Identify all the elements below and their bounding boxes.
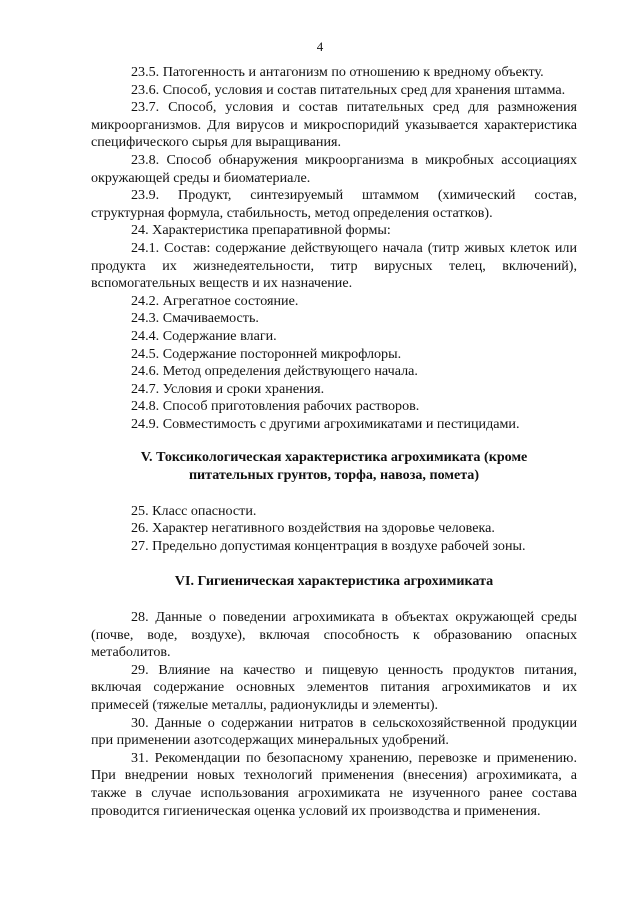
paragraph-24-9: 24.9. Совместимость с другими агрохимикатами и пестицидами.	[131, 415, 520, 432]
paragraph-24-1: 24.1. Состав: содержание действующего начала (титр живых клеток или продукта их жизнедеятельности, титр вирусных телец, включений), вспомогательных веществ и их назначение.	[91, 239, 577, 292]
paragraph-24-5: 24.5. Содержание посторонней микрофлоры.	[131, 345, 402, 362]
paragraph-30: 30. Данные о содержании нитратов в сельскохозяйственной продукции при применении азотсодержащих минеральных удобрений.	[91, 714, 577, 749]
paragraph-23-5: 23.5. Патогенность и антагонизм по отношению к вредному объекту.	[131, 64, 544, 80]
paragraph-24-3: 24.3. Смачиваемость.	[131, 310, 259, 327]
paragraph-24: 24. Характеристика препаративной формы:	[131, 222, 391, 239]
paragraph-24-2: 24.2. Агрегатное состояние.	[131, 292, 299, 309]
paragraph-31: 31. Рекомендации по безопасному хранению, перевозке и применению. При внедрении новых технологий применения (внесения) агрохимиката, а также в случае использования агрохимиката не изученного ранее состава проводится гигиеническая оценка условий их производства и применения.	[91, 749, 577, 819]
paragraph-24-4: 24.4. Содержание влаги.	[131, 327, 277, 344]
paragraph-29: 29. Влияние на качество и пищевую ценность продуктов питания, включая содержание основных элементов питания агрохимикатов и их примесей (тяжелые металлы, радионуклиды и элементы).	[91, 661, 577, 713]
paragraph-28: 28. Данные о поведении агрохимиката в объектах окружающей среды (почве, воде, воздухе), включая способность к образованию опасных метаболитов.	[91, 609, 577, 661]
section-5-heading-line-2: питательных грунтов, торфа, навоза, помета)	[188, 467, 480, 484]
paragraph-23-6: 23.6. Способ, условия и состав питательных сред для хранения штамма.	[131, 81, 566, 98]
paragraph-26: 26. Характер негативного воздействия на здоровье человека.	[131, 520, 495, 537]
paragraph-25: 25. Класс опасности.	[131, 502, 257, 519]
paragraph-27: 27. Предельно допустимая концентрация в воздухе рабочей зоны.	[131, 537, 526, 554]
paragraph-23-7: 23.7. Способ, условия и состав питательных сред для размножения микроорганизмов. Для вирусов и микроспоридий указывается характеристика специфического сырья для выращивания.	[91, 99, 577, 151]
paragraph-24-6: 24.6. Метод определения действующего начала.	[131, 363, 418, 380]
paragraph-24-7: 24.7. Условия и сроки хранения.	[131, 380, 325, 397]
page-content	[91, 64, 577, 820]
section-5-heading-line-1: V. Токсикологическая характеристика агрохимиката (кроме	[140, 449, 528, 466]
paragraph-23-8: 23.8. Способ обнаружения микроорганизма в микробных ассоциациях окружающей среды и биоматериале.	[91, 151, 577, 186]
page-number: 4	[316, 39, 324, 54]
paragraph-24-8: 24.8. Способ приготовления рабочих растворов.	[131, 398, 420, 415]
paragraph-23-9: 23.9. Продукт, синтезируемый штаммом (химический состав, структурная формула, стабильность, метод определения остатков).	[91, 187, 577, 221]
section-6-heading: VI. Гигиеническая характеристика агрохимиката	[174, 573, 494, 590]
